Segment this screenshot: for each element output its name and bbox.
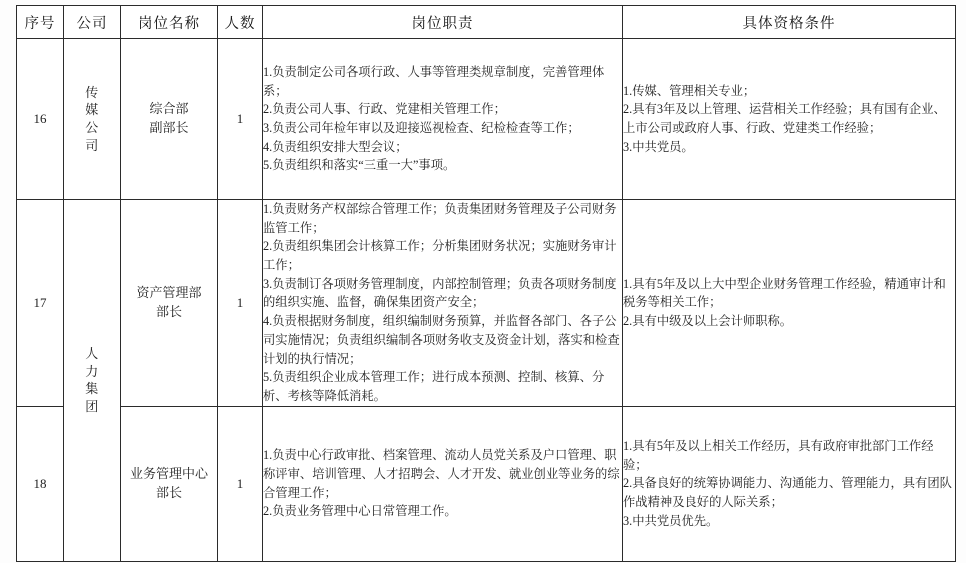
job-table-container xyxy=(16,5,955,562)
cell-count: 1 xyxy=(218,39,263,200)
company-vertical-text: 传 媒 公 司 xyxy=(85,84,99,153)
column-header-qual: 具体资格条件 xyxy=(623,6,956,39)
table-row xyxy=(17,39,956,200)
table-header-row xyxy=(17,6,956,39)
column-header-count: 人数 xyxy=(218,6,263,39)
cell-qualification: 1.传媒、管理相关专业； 2.具有3年及以上管理、运营相关工作经验；具有国有企业、上市公司或政府人事、行政、党建类工作经验； 3.中共党员。 xyxy=(623,39,956,200)
table-row xyxy=(17,200,956,407)
column-header-index: 序号 xyxy=(17,6,64,39)
cell-post: 业务管理中心 部长 xyxy=(121,406,218,561)
cell-qualification: 1.具有5年及以上相关工作经历，具有政府审批部门工作经验； 2.具备良好的统筹协调能力、沟通能力、管理能力，具有团队作战精神及良好的人际关系； 3.中共党员优先。 xyxy=(623,406,956,561)
cell-duty: 1.负责制定公司各项行政、人事等管理类规章制度，完善管理体系； 2.负责公司人事、行政、党建相关管理工作； 3.负责公司年检年审以及迎接巡视检查、纪检检查等工作； 4.负责组织安排大型会议； 5.负责组织和落实“三重一大”事项。 xyxy=(263,39,623,200)
cell-company xyxy=(64,39,121,200)
column-header-duty: 岗位职责 xyxy=(263,6,623,39)
column-header-post: 岗位名称 xyxy=(121,6,218,39)
cell-qualification: 1.具有5年及以上大中型企业财务管理工作经验，精通审计和税务等相关工作； 2.具有中级及以上会计师职称。 xyxy=(623,200,956,407)
table-row xyxy=(17,406,956,561)
cell-duty: 1.负责中心行政审批、档案管理、流动人员党关系及户口管理、职称评审、培训管理、人才招聘会、人才开发、就业创业等业务的综合管理工作； 2.负责业务管理中心日常管理工作。 xyxy=(263,406,623,561)
cell-index: 17 xyxy=(17,200,64,407)
cell-count: 1 xyxy=(218,406,263,561)
cell-post: 资产管理部 部长 xyxy=(121,200,218,407)
cell-duty: 1.负责财务产权部综合管理工作；负责集团财务管理及子公司财务监管工作； 2.负责组织集团会计核算工作；分析集团财务状况；实施财务审计工作； 3.负责制订各项财务管理制度，内部控制管理；负责各项财务制度的组织实施、监督，确保集团资产安全； 4.负责根据财务制度，组织编制财务预算，并监督各部门、各子公司实施情况；负责组织编制各项财务收支及资金计划，落实和检查计划的执行情况； 5.负责组织企业成本管理工作；进行成本预测、控制、核算、分析、考核等降低消耗。 xyxy=(263,200,623,407)
column-header-company: 公司 xyxy=(64,6,121,39)
cell-post: 综合部 副部长 xyxy=(121,39,218,200)
cell-index: 18 xyxy=(17,406,64,561)
company-vertical-text: 人 力 集 团 xyxy=(85,346,99,414)
cell-index: 16 xyxy=(17,39,64,200)
recruitment-job-table xyxy=(16,5,956,562)
cell-company xyxy=(64,200,121,562)
cell-count: 1 xyxy=(218,200,263,407)
